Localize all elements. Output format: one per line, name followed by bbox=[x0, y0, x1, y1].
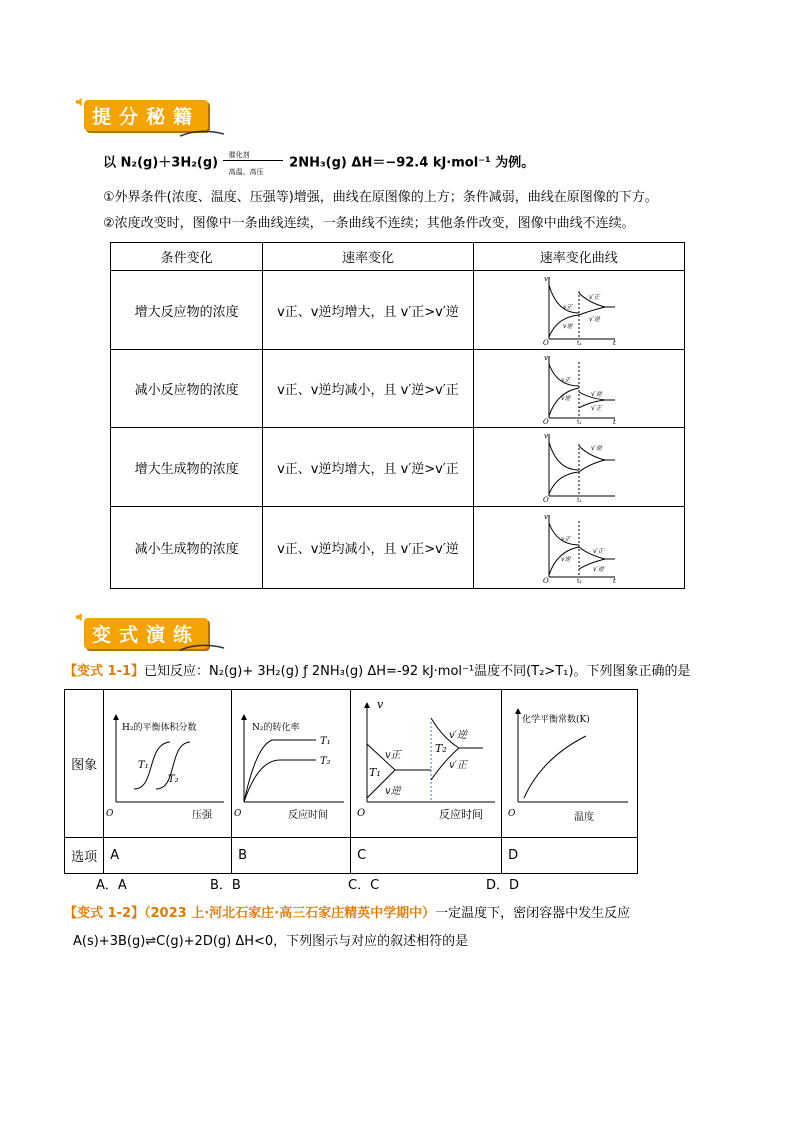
svg-text:t: t bbox=[612, 339, 616, 347]
svg-text:O: O bbox=[542, 417, 549, 426]
svg-text:v逆: v逆 bbox=[560, 394, 571, 402]
svg-text:t: t bbox=[612, 417, 616, 426]
graph-c-vn: v逆 bbox=[385, 785, 401, 797]
graph-c-t1: T₁ bbox=[369, 765, 381, 779]
graph-c-xlabel: 反应时间 bbox=[439, 807, 484, 821]
svg-text:v: v bbox=[543, 275, 548, 283]
option-b-label: B bbox=[232, 838, 351, 874]
banner-swirl-decoration bbox=[180, 128, 224, 138]
svg-text:v′逆: v′逆 bbox=[588, 316, 600, 323]
svg-text:v′正: v′正 bbox=[592, 547, 604, 555]
row-label-option: 选项 bbox=[65, 838, 104, 874]
point-1: ①外界条件(浓度、温度、压强等)增强，曲线在原图像的上方；条件减弱，曲线在原图像的下方。 bbox=[103, 190, 658, 205]
svg-text:v正: v正 bbox=[562, 304, 573, 311]
svg-text:v′逆: v′逆 bbox=[590, 445, 602, 452]
header-condition: 条件变化 bbox=[111, 243, 263, 271]
graph-a-origin: O bbox=[106, 808, 114, 819]
section-banner-tips: 提分秘籍 bbox=[84, 100, 208, 131]
svg-text:v: v bbox=[543, 512, 548, 521]
graph-b-ylabel: N₂的转化率 bbox=[252, 722, 300, 733]
row4-rate: v正、v逆均减小，且 v′正>v′逆 bbox=[263, 507, 473, 589]
graph-c-vn2: v′逆 bbox=[449, 729, 468, 741]
graph-cell-d bbox=[502, 690, 638, 838]
arrow-top-label: 催化剂 bbox=[228, 151, 250, 159]
question-1-2-tag: 【变式 1-2】 bbox=[64, 906, 145, 921]
answer-c[interactable]: C．C bbox=[348, 878, 380, 893]
svg-text:v正: v正 bbox=[560, 535, 571, 543]
svg-text:O: O bbox=[542, 339, 549, 347]
graph-b-t1: T₁ bbox=[320, 735, 331, 747]
question-1-2-equation: A(s)+3B(g)⇌C(g)+2D(g) ΔH<0，下列图示与对应的叙述相符的是 bbox=[73, 934, 469, 949]
header-curve: 速率变化曲线 bbox=[473, 243, 684, 271]
graph-d bbox=[502, 702, 636, 826]
graph-c-vz2: v′正 bbox=[449, 759, 468, 771]
svg-text:v正: v正 bbox=[560, 376, 571, 384]
question-1-1-text: 已知反应：N₂(g)+ 3H₂(g) ƒ 2NH₃(g) ΔH=-92 kJ·mol⁻¹温度不同(T₂>T₁)。下列图象正确的是 bbox=[144, 664, 691, 679]
svg-text:O: O bbox=[542, 576, 549, 585]
row2-curve bbox=[473, 350, 684, 428]
svg-text:v逆: v逆 bbox=[560, 555, 571, 563]
option-d-label: D bbox=[502, 838, 638, 874]
graph-c-ylabel: v bbox=[377, 697, 384, 711]
option-c-label: C bbox=[351, 838, 502, 874]
question-1-1-tag: 【变式 1-1】 bbox=[64, 664, 145, 679]
question-1-2-text: 一定温度下，密闭容器中发生反应 bbox=[435, 906, 631, 921]
question-1-1 bbox=[64, 663, 690, 681]
arrow-bottom-label: 高温、高压 bbox=[228, 168, 264, 176]
intro-line bbox=[103, 151, 535, 176]
point-2: ②浓度改变时，图像中一条曲线连续，一条曲线不连续；其他条件改变，图像中曲线不连续。 bbox=[103, 216, 635, 231]
graph-c bbox=[351, 698, 501, 830]
svg-text:t: t bbox=[612, 576, 616, 585]
row4-condition: 减小生成物的浓度 bbox=[111, 507, 263, 589]
svg-text:v: v bbox=[543, 353, 548, 362]
graph-options-table bbox=[64, 689, 638, 874]
row1-condition: 增大反应物的浓度 bbox=[111, 271, 263, 350]
svg-text:v′逆: v′逆 bbox=[590, 390, 602, 398]
intro-reactants: 以 N₂(g)＋3H₂(g) bbox=[103, 155, 219, 171]
header-rate: 速率变化 bbox=[263, 243, 473, 271]
svg-text:v: v bbox=[543, 432, 548, 440]
graph-d-ylabel: 化学平衡常数(K) bbox=[522, 714, 590, 725]
section-banner-practice: 变式演练 bbox=[84, 618, 208, 649]
svg-text:t₁: t₁ bbox=[576, 340, 582, 347]
graph-a-t1: T₁ bbox=[138, 759, 149, 771]
banner-swirl-decoration-2 bbox=[180, 642, 224, 652]
graph-a-ylabel: H₂的平衡体积分数 bbox=[122, 722, 197, 733]
question-1-2 bbox=[64, 905, 630, 923]
row3-curve bbox=[473, 428, 684, 507]
graph-a-t2: T₂ bbox=[168, 773, 179, 785]
row1-rate: v正、v逆均增大，且 v′正>v′逆 bbox=[263, 271, 473, 350]
row1-curve bbox=[473, 271, 684, 350]
graph-cell-a bbox=[104, 690, 232, 838]
graph-b-origin: O bbox=[234, 808, 242, 819]
row4-curve bbox=[473, 507, 684, 589]
svg-text:t₁: t₁ bbox=[576, 418, 582, 426]
graph-cell-b bbox=[232, 690, 351, 838]
graph-a-xlabel: 压强 bbox=[192, 809, 213, 821]
graph-b bbox=[232, 704, 350, 824]
svg-text:t₁: t₁ bbox=[576, 577, 582, 585]
svg-text:v逆: v逆 bbox=[562, 323, 573, 330]
graph-cell-c bbox=[351, 690, 502, 838]
reaction-arrow bbox=[223, 151, 285, 176]
answer-b[interactable]: B．B bbox=[210, 878, 241, 893]
row2-condition: 减小反应物的浓度 bbox=[111, 350, 263, 428]
rate-graph-4 bbox=[539, 511, 619, 585]
question-1-2-source: （2023 上·河北石家庄·高三石家庄精英中学期中） bbox=[144, 906, 436, 921]
graph-b-t2: T₂ bbox=[320, 755, 331, 767]
svg-text:v′逆: v′逆 bbox=[592, 565, 604, 573]
option-a-label: A bbox=[104, 838, 232, 874]
svg-text:v′正: v′正 bbox=[590, 404, 602, 412]
row3-rate: v正、v逆均增大，且 v′逆>v′正 bbox=[263, 428, 473, 507]
graph-b-xlabel: 反应时间 bbox=[288, 809, 329, 821]
row2-rate: v正、v逆均减小，且 v′逆>v′正 bbox=[263, 350, 473, 428]
row-label-graph: 图象 bbox=[65, 690, 104, 838]
graph-d-origin: O bbox=[508, 808, 516, 819]
rate-graph-1 bbox=[539, 273, 619, 347]
rate-graph-3 bbox=[539, 430, 619, 504]
graph-c-origin: O bbox=[357, 807, 366, 819]
rate-graph-2 bbox=[539, 352, 619, 426]
answer-a[interactable]: A．A bbox=[96, 878, 127, 893]
answer-d[interactable]: D．D bbox=[486, 878, 520, 893]
rate-change-table bbox=[110, 242, 685, 589]
svg-text:v′正: v′正 bbox=[588, 294, 600, 301]
graph-d-xlabel: 温度 bbox=[574, 811, 595, 823]
svg-text:O: O bbox=[542, 496, 549, 504]
intro-products: 2NH₃(g) ΔH＝−92.4 kJ·mol⁻¹ 为例。 bbox=[289, 155, 535, 171]
graph-c-vz: v正 bbox=[385, 749, 401, 761]
graph-c-t2: T₂ bbox=[435, 741, 447, 755]
graph-a bbox=[104, 704, 230, 824]
svg-text:t₁: t₁ bbox=[576, 497, 582, 504]
row3-condition: 增大生成物的浓度 bbox=[111, 428, 263, 507]
